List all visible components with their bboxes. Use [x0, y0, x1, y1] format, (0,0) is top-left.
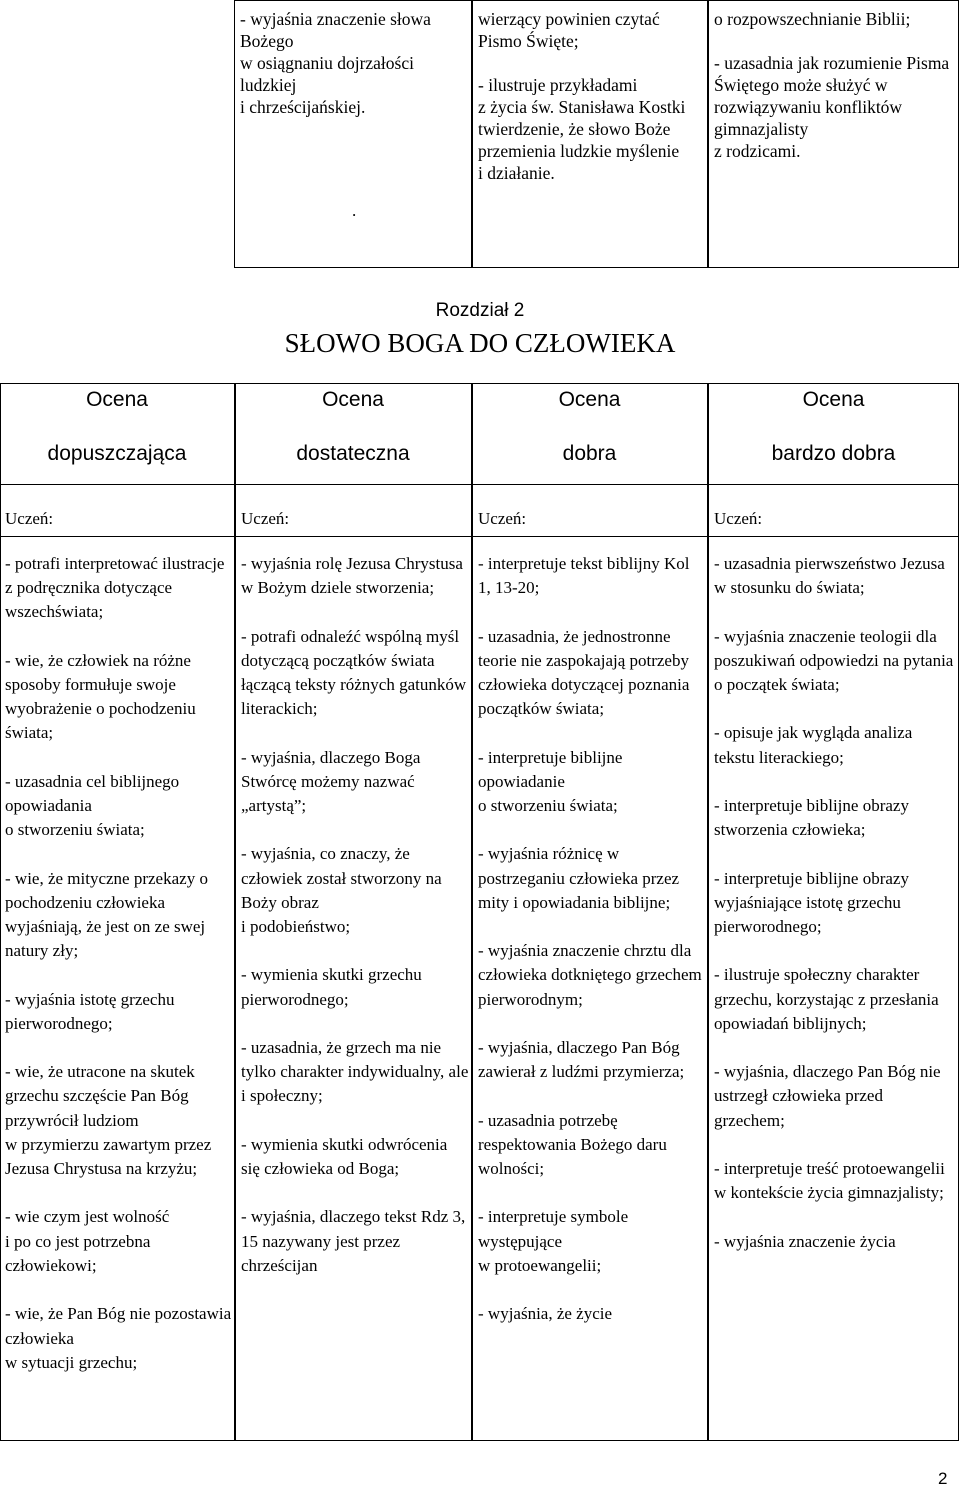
content-divider-3: [707, 536, 709, 1441]
top-col1-text: - wyjaśnia znaczenie słowa Bożego w osiągnaniu dojrzałości ludzkiej i chrześcijańskiej.: [240, 9, 431, 117]
uczen-divider-1: [234, 484, 236, 537]
uczen-label-4: Uczeń:: [714, 509, 763, 528]
top-col3-text: o rozpowszechnianie Biblii; - uzasadnia jak rozumienie Pisma Świętego może służyć w rozwiązywaniu konfliktów gimnazjalisty z rodzicami.: [714, 9, 950, 161]
grade-ocena-4: Ocena: [802, 388, 865, 411]
column-bardzo-dobra-text: - uzasadnia pierwszeństwo Jezusa w stosunku do świata; - wyjaśnia znaczenie teologii dla poszukiwań odpowiedzi na pytania o początek świata; - opisuje jak wygląda analiza tekstu literackiego; - interpretuje biblijne obrazy stworzenia człowieka; - interpretuje biblijne obrazy wyjaśniające istotę grzechu pierworodnego; - ilustruje społeczny charakter grzechu, korzystając z przesłania opowiadań biblijnych; - wyjaśnia, dlaczego Pan Bóg nie ustrzegł człowieka przed grzechem; - interpretuje treść protoewangelii w kontekście życia gimnazjalisty; - wyjaśnia znaczenie życia: [714, 554, 954, 1251]
grade-ocena-2: Ocena: [322, 388, 384, 411]
chapter-label: Rozdział 2: [435, 300, 525, 321]
column-dobra-text: - interpretuje tekst biblijny Kol 1, 13-20; - uzasadnia, że jednostronne teorie nie zaspokajają potrzeby człowieka dotyczącej poznania początków świata; - interpretuje biblijne opowiadanie o stworzeniu świata; - wyjaśnia różnicę w postrzeganiu człowieka przez mity i opowiadania biblijne; - wyjaśnia znaczenie chrztu dla człowieka dotkniętego grzechem pierworodnym; - wyjaśnia, dlaczego Pan Bóg zawierał z ludźmi przymierza; - uzasadnia potrzebę respektowania Bożego daru wolności; - interpretuje symbole występujące w protoewangelii; - wyjaśnia, że życie: [478, 554, 702, 1324]
top-col1-dot: .: [352, 201, 357, 220]
uczen-label-3: Uczeń:: [478, 509, 527, 528]
page-number: 2: [938, 1469, 948, 1488]
uczen-label-2: Uczeń:: [241, 509, 290, 528]
column-dostateczna-text: - wyjaśnia rolę Jezusa Chrystusa w Bożym dziele stworzenia; - potrafi odnaleźć wspólną myśl dotyczącą początków świata łączącą teksty różnych gatunków literackich; - wyjaśnia, dlaczego Boga Stwórcę możemy nazwać „artystą”; - wyjaśnia, co znaczy, że człowiek został stworzony na Boży obraz i podobieństwo; - wymienia skutki grzechu pierworodnego; - uzasadnia, że grzech ma nie tylko charakter indywidualny, ale i społeczny; - wymienia skutki odwrócenia się człowieka od Boga; - wyjaśnia, dlaczego tekst Rdz 3, 15 nazywany jest przez chrześcijan: [241, 554, 469, 1275]
content-divider-1: [234, 536, 236, 1441]
top-table-divider-2: [707, 0, 709, 268]
grade-name-dopuszczajaca: dopuszczająca: [47, 442, 187, 465]
chapter-title: SŁOWO BOGA DO CZŁOWIEKA: [284, 328, 676, 358]
column-dopuszczajaca-text: - potrafi interpretować ilustracje z podręcznika dotyczące wszechświata; - wie, że człowiek na różne sposoby formułuje swoje wyobrażenie o pochodzeniu świata; - uzasadnia cel biblijnego opowiadania o stworzeniu świata; - wie, że mityczne przekazy o pochodzeniu człowieka wyjaśniają, że jest on ze swej natury zły; - wyjaśnia istotę grzechu pierworodnego; - wie, że utracone na skutek grzechu szczęście Pan Bóg przywrócił ludziom w przymierzu zawartym przez Jezusa Chrystusa na krzyżu; - wie czym jest wolność i po co jest potrzebna człowiekowi; - wie, że Pan Bóg nie pozostawia człowieka w sytuacji grzechu;: [5, 554, 232, 1372]
content-divider-2: [471, 536, 473, 1441]
uczen-label-1: Uczeń:: [5, 509, 54, 528]
top-table-divider-1: [471, 0, 473, 268]
grade-ocena-3: Ocena: [558, 388, 621, 411]
grade-name-dostateczna: dostateczna: [296, 442, 410, 465]
top-col2-text: wierzący powinien czytać Pismo Święte; - ilustruje przykładami z życia św. Stanisława Kostki twierdzenie, że słowo Boże przemienia ludzkie myślenie i działanie.: [478, 9, 686, 183]
uczen-divider-2: [471, 484, 473, 537]
grade-name-dobra: dobra: [562, 442, 617, 465]
uczen-divider-3: [707, 484, 709, 537]
grade-name-bardzo-dobra: bardzo dobra: [771, 442, 896, 465]
grade-ocena-1: Ocena: [86, 388, 148, 411]
